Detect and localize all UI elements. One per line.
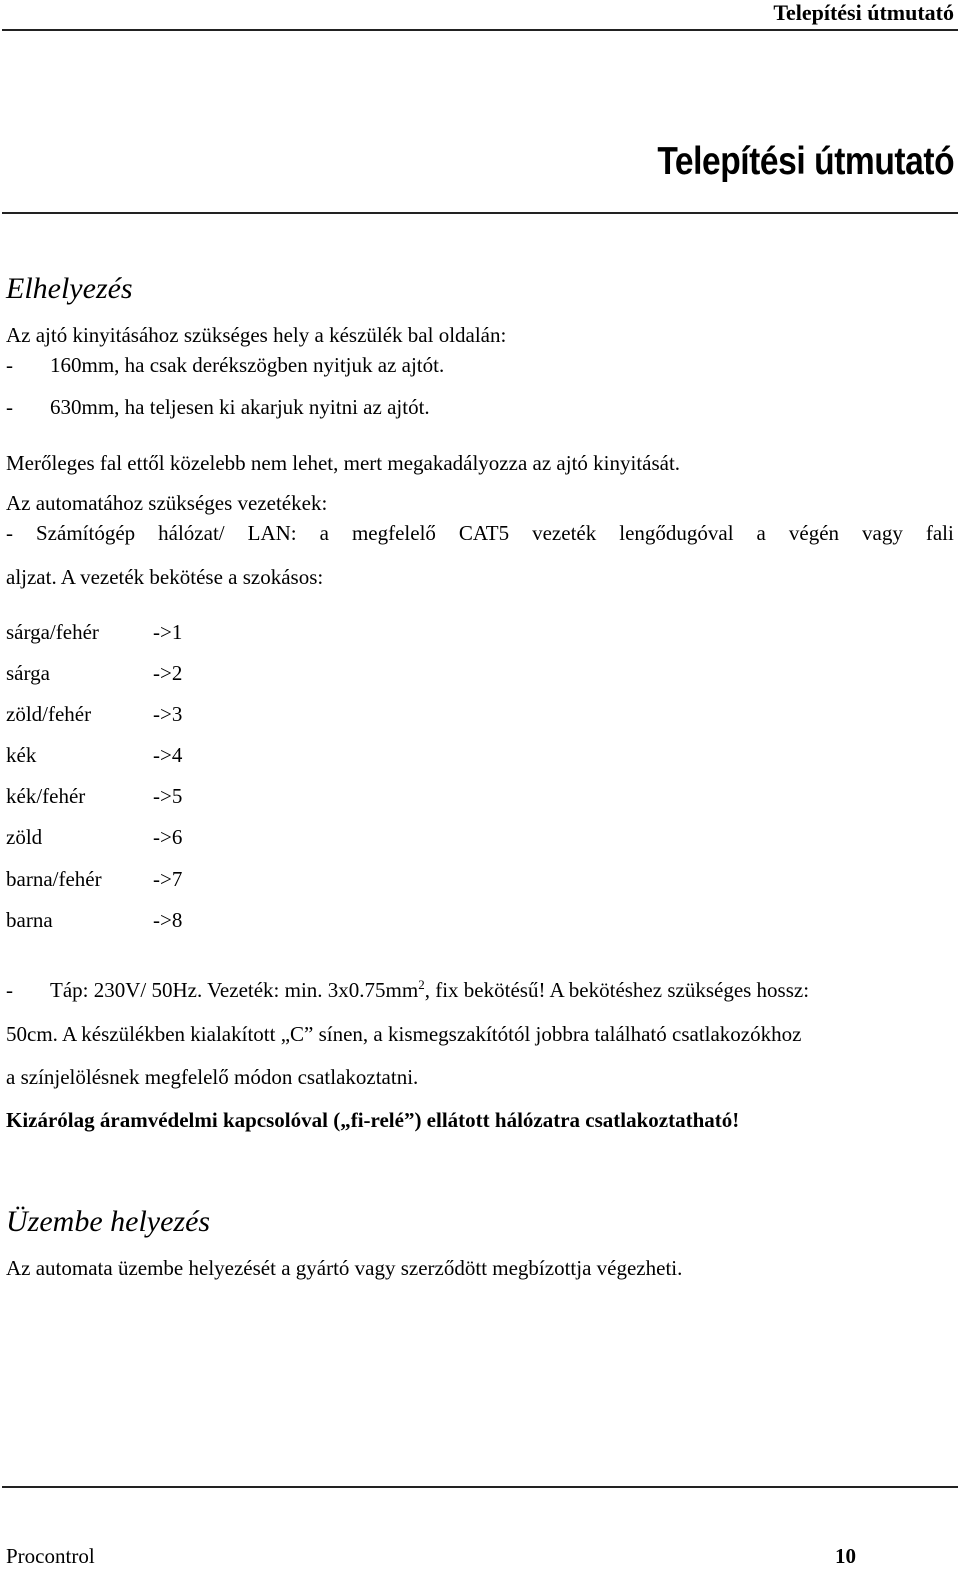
- footer-page-number: 10: [835, 1544, 856, 1568]
- power-spec-cont: , fix bekötésű! A bekötéshez szükséges hossz:: [424, 978, 810, 1002]
- word: Számítógép: [36, 521, 136, 545]
- word: fali: [925, 521, 954, 545]
- word: CAT5: [458, 521, 510, 545]
- wire-pin: ->1: [153, 620, 183, 644]
- wire-pin: ->4: [153, 743, 183, 767]
- bullet-630mm: - 630mm, ha teljesen ki akarjuk nyitni az ajtót.: [6, 395, 430, 419]
- lan-line-continued: aljzat. A vezeték bekötése a szokásos:: [6, 565, 324, 589]
- word: vagy: [862, 521, 903, 545]
- word: a: [319, 521, 329, 545]
- lan-line: [6, 520, 954, 546]
- title-rule: [2, 212, 958, 214]
- wire-pin: ->8: [153, 908, 183, 932]
- power-line: - Táp: 230V/ 50Hz. Vezeték: min. $3x0.75mm^2$, fix bekötésű! A bekötéshez szükséges hossz:: [6, 977, 810, 1002]
- wire-pin: ->7: [153, 867, 183, 891]
- wire-color: barna/fehér: [6, 867, 102, 891]
- power-line-3: a színjelölésnek megfelelő módon csatlakoztatni.: [6, 1065, 419, 1089]
- word: a: [756, 521, 766, 545]
- footer-company: Procontrol: [6, 1544, 95, 1568]
- wall-note: Merőleges fal ettől közelebb nem lehet, mert megakadályozza az ajtó kinyitását.: [6, 451, 681, 475]
- word: LAN:: [247, 521, 297, 545]
- rcd-warning: Kizárólag áramvédelmi kapcsolóval („fi-relé”) ellátott hálózatra csatlakoztatható!: [6, 1108, 740, 1132]
- door-space-intro: Az ajtó kinyitásához szükséges hely a készülék bal oldalán:: [6, 323, 507, 347]
- wire-pin: ->5: [153, 784, 183, 808]
- wire-pin: ->3: [153, 702, 183, 726]
- bullet-160mm: - 160mm, ha csak derékszögben nyitjuk az ajtót.: [6, 353, 445, 377]
- wire-color: sárga: [6, 661, 50, 685]
- page-title: Telepítési útmutató: [657, 140, 954, 183]
- wire-color: zöld/fehér: [6, 702, 92, 726]
- wire-color: zöld: [6, 825, 43, 849]
- section-heading-placement: Elhelyezés: [6, 272, 133, 305]
- power-line-2: 50cm. A készülékben kialakított „C” sínen, a kismegszakítótól jobbra található csatlakozókhoz: [6, 1022, 802, 1046]
- word: lengődugóval: [619, 521, 734, 545]
- bullet-text: 160mm, ha csak derékszögben nyitjuk az ajtót.: [50, 353, 445, 377]
- footer-rule: [2, 1486, 958, 1488]
- word: hálózat/: [158, 521, 225, 545]
- wire-pin: ->6: [153, 825, 183, 849]
- wire-color: sárga/fehér: [6, 620, 99, 644]
- commissioning-text: Az automata üzembe helyezését a gyártó vagy szerződött megbízottja végezheti.: [6, 1256, 683, 1280]
- running-header-title: Telepítési útmutató: [773, 0, 954, 25]
- wire-color: barna: [6, 908, 53, 932]
- wire-pin: ->2: [153, 661, 183, 685]
- word: vezeték: [532, 521, 597, 545]
- bullet-dash: -: [6, 521, 13, 545]
- bullet-text: 630mm, ha teljesen ki akarjuk nyitni az ajtót.: [50, 395, 430, 419]
- wire-color: kék: [6, 743, 37, 767]
- word: végén: [788, 521, 840, 545]
- cables-intro: Az automatához szükséges vezetékek:: [6, 491, 328, 515]
- power-spec: Táp: 230V/ 50Hz. Vezeték: min. 3x0.75mm: [50, 978, 419, 1002]
- wire-color: kék/fehér: [6, 784, 86, 808]
- word: megfelelő: [351, 521, 436, 545]
- section-heading-commissioning: Üzembe helyezés: [6, 1205, 211, 1238]
- header-rule: [2, 29, 958, 31]
- superscript: 2: [418, 977, 425, 992]
